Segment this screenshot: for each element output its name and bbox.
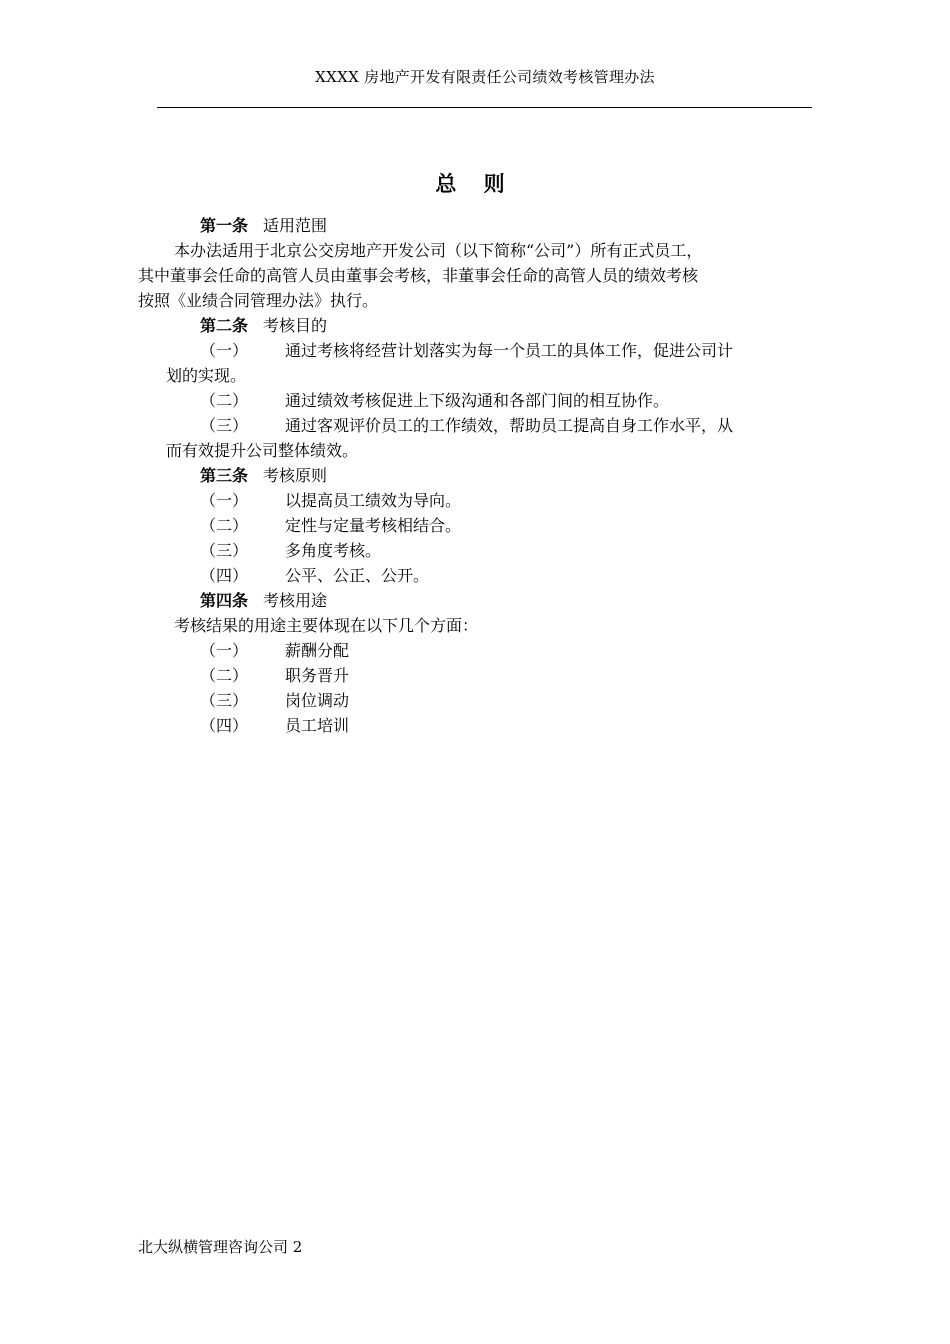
list-item [138, 488, 818, 513]
document-body [138, 213, 818, 738]
article-1-heading [138, 213, 818, 238]
article-number: 第四条 [200, 591, 249, 610]
article-title: 适用范围 [263, 216, 328, 235]
list-item-continuation: 而有效提升公司整体绩效。 [166, 441, 359, 460]
article-3-heading [138, 463, 818, 488]
list-item-text: 通过考核将经营计划落实为每一个员工的具体工作，促进公司计 [285, 341, 734, 360]
section-heading: 总 则 [435, 172, 515, 196]
list-marker: （三） [200, 691, 249, 710]
header-divider [157, 107, 812, 108]
page-footer: 北大纵横管理咨询公司 2 [138, 1238, 303, 1256]
list-item [138, 713, 818, 738]
list-item-continuation: 划的实现。 [166, 366, 247, 385]
list-marker: （一） [200, 641, 249, 660]
list-item [138, 663, 818, 688]
paragraph-line: 考核结果的用途主要体现在以下几个方面： [174, 616, 479, 635]
list-item [138, 338, 818, 363]
list-item [138, 388, 818, 413]
list-item-text: 员工培训 [285, 716, 350, 735]
paragraph-line: 本办法适用于北京公交房地产开发公司（以下简称“公司”）所有正式员工， [174, 241, 703, 260]
list-marker: （四） [200, 716, 249, 735]
list-item [138, 638, 818, 663]
article-title: 考核目的 [263, 316, 328, 335]
article-number: 第一条 [200, 216, 249, 235]
list-marker: （四） [200, 566, 249, 585]
list-marker: （二） [200, 391, 249, 410]
list-item-text: 岗位调动 [285, 691, 350, 710]
list-item [138, 538, 818, 563]
list-item-text: 以提高员工绩效为导向。 [285, 491, 462, 510]
list-marker: （二） [200, 666, 249, 685]
list-marker: （一） [200, 341, 249, 360]
paragraph-line: 其中董事会任命的高管人员由董事会考核，非董事会任命的高管人员的绩效考核 [138, 266, 699, 285]
list-marker: （三） [200, 416, 249, 435]
list-marker: （三） [200, 541, 249, 560]
list-item-text: 公平、公正、公开。 [285, 566, 430, 585]
list-item [138, 413, 818, 438]
list-item-text: 定性与定量考核相结合。 [285, 516, 462, 535]
list-item-text: 职务晋升 [285, 666, 350, 685]
list-marker: （二） [200, 516, 249, 535]
article-number: 第三条 [200, 466, 249, 485]
page-header: XXXX 房地产开发有限责任公司绩效考核管理办法 [315, 68, 655, 86]
article-4-heading [138, 588, 818, 613]
list-item-text: 多角度考核。 [285, 541, 382, 560]
list-item-text: 通过客观评价员工的工作绩效，帮助员工提高自身工作水平，从 [285, 416, 734, 435]
list-item-text: 薪酬分配 [285, 641, 350, 660]
article-title: 考核原则 [263, 466, 328, 485]
article-number: 第二条 [200, 316, 249, 335]
list-item [138, 513, 818, 538]
article-title: 考核用途 [263, 591, 328, 610]
list-item [138, 563, 818, 588]
list-marker: （一） [200, 491, 249, 510]
paragraph-line: 按照《业绩合同管理办法》执行。 [138, 291, 379, 310]
article-2-heading [138, 313, 818, 338]
list-item-text: 通过绩效考核促进上下级沟通和各部门间的相互协作。 [285, 391, 670, 410]
list-item [138, 688, 818, 713]
